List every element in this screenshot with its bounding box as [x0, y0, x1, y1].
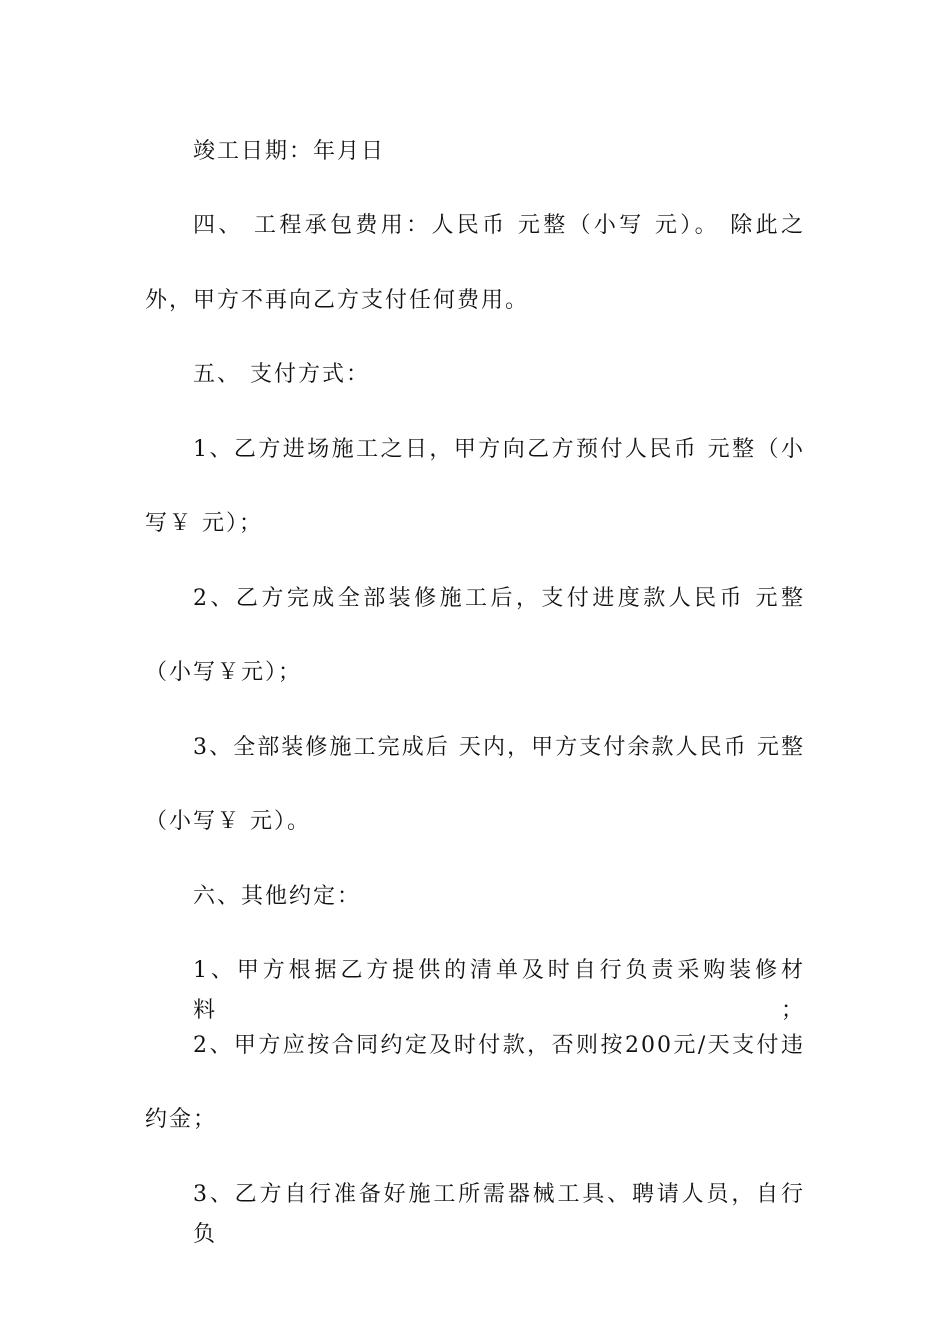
payment-item-3-continuation: （小写￥ 元）。 [145, 809, 311, 834]
section-five-heading: 五、 支付方式： [193, 362, 370, 387]
completion-date-line: 竣工日期：年月日 [193, 139, 386, 164]
payment-item-1-continuation: 写￥ 元）； [145, 511, 263, 536]
section-six-heading: 六、其他约定： [193, 884, 362, 909]
other-item-2-line: 2、甲方应按合同约定及时付款，否则按200元/天支付违 [193, 1033, 805, 1058]
other-item-3-line: 3、乙方自行准备好施工所需器械工具、聘请人员，自行负 [193, 1182, 805, 1247]
payment-item-1-line: 1、乙方进场施工之日，甲方向乙方预付人民币 元整（小 [193, 437, 805, 462]
payment-item-2-continuation: （小写￥元）； [145, 660, 303, 685]
other-item-2-continuation: 约金； [145, 1107, 218, 1132]
other-item-1-line: 1、甲方根据乙方提供的清单及时自行负责采购装修材料； [193, 958, 805, 1023]
section-four-fee-continuation: 外，甲方不再向乙方支付任何费用。 [145, 288, 530, 313]
payment-item-2-line: 2、乙方完成全部装修施工后，支付进度款人民币 元整 [193, 586, 805, 611]
payment-item-3-line: 3、全部装修施工完成后 天内，甲方支付余款人民币 元整 [193, 735, 805, 760]
section-four-fee-line: 四、 工程承包费用：人民币 元整（小写 元）。 除此之 [193, 213, 805, 238]
